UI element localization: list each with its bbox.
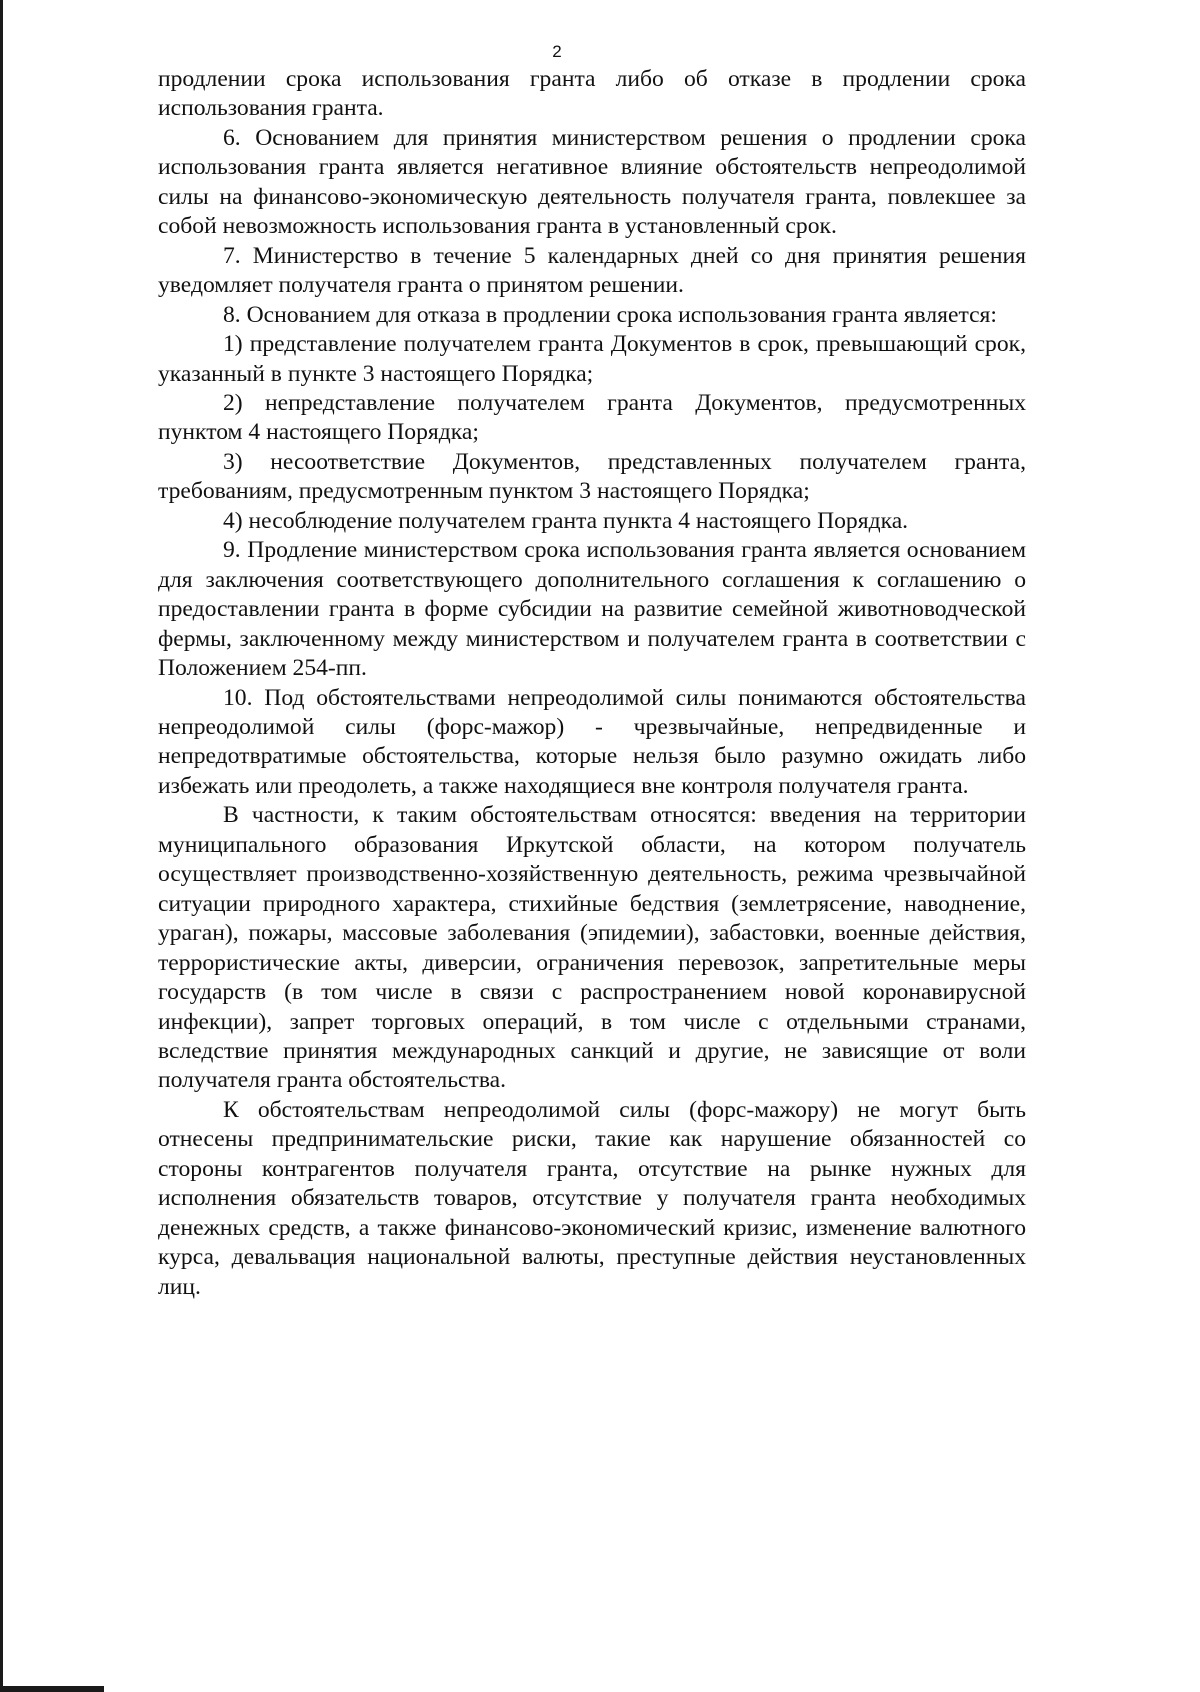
scan-edge-bottom xyxy=(0,1686,104,1692)
paragraph-force-majeure-examples: В частности, к таким обстоятельствам относятся: введения на территории муниципального образования Иркутской области, на котором получатель осуществляет производственно-хозяйственную деятельность, режима чрезвычайной ситуации природного характера, стихийные бедствия (землетрясение, наводнение, ураган), пожары, массовые заболевания (эпидемии), забастовки, военные действия, террористические акты, диверсии, ограничения перевозок, запретительные меры государств (в том числе в связи с распространением новой коронавирусной инфекции), запрет торговых операций, в том числе с отдельными странами, вследствие принятия международных санкций и другие, не зависящие от воли получателя гранта обстоятельства. xyxy=(158,802,1026,1094)
paragraph-continuation: продлении срока использования гранта либо об отказе в продлении срока использования гранта. xyxy=(158,66,1026,122)
scan-edge-left xyxy=(0,0,3,1692)
paragraph-force-majeure-exclusions: К обстоятельствам непреодолимой силы (форс-мажору) не могут быть отнесены предпринимательские риски, такие как нарушение обязанностей со стороны контрагентов получателя гранта, отсутствие на рынке нужных для исполнения обязательств товаров, отсутствие у получателя гранта необходимых денежных средств, а также финансово-экономический кризис, изменение валютного курса, девальвация национальной валюты, преступные действия неустановленных лиц. xyxy=(158,1096,1026,1300)
subitem-8-3: 3) несоответствие Документов, представленных получателем гранта, требованиям, предусмотренным пунктом 3 настоящего Порядка; xyxy=(158,448,1026,505)
subitem-8-2: 2) непредставление получателем гранта Документов, предусмотренных пунктом 4 настоящего Порядка; xyxy=(158,389,1026,446)
paragraph-item-8: 8. Основанием для отказа в продлении срока использования гранта является: xyxy=(223,301,997,328)
subitem-8-1: 1) представление получателем гранта Документов в срок, превышающий срок, указанный в пункте 3 настоящего Порядка; xyxy=(158,331,1026,387)
paragraph-item-7: 7. Министерство в течение 5 календарных дней со дня принятия решения уведомляет получателя гранта о принятом решении. xyxy=(158,242,1026,299)
paragraph-item-9: 9. Продление министерством срока использования гранта является основанием для заключения соответствующего дополнительного соглашения к соглашению о предоставлении гранта в форме субсидии на развитие семейной животноводческой фермы, заключенному между министерством и получателем гранта в соответствии с Положением 254-пп. xyxy=(158,537,1026,682)
subitem-8-4: 4) несоблюдение получателем гранта пункта 4 настоящего Порядка. xyxy=(223,507,909,534)
paragraph-item-10: 10. Под обстоятельствами непреодолимой силы понимаются обстоятельства непреодолимой силы (форс-мажор) - чрезвычайные, непредвиденные и непредотвратимые обстоятельства, которые нельзя было разумно ожидать либо избежать или преодолеть, а также находящиеся вне контроля получателя гранта. xyxy=(158,684,1026,799)
paragraph-item-6: 6. Основанием для принятия министерством решения о продлении срока использования гранта является негативное влияние обстоятельств непреодолимой силы на финансово-экономическую деятельность получателя гранта, повлекшее за собой невозможность использования гранта в установленный срок. xyxy=(158,124,1026,240)
document-body xyxy=(158,65,1026,1302)
page-number: 2 xyxy=(552,42,562,61)
